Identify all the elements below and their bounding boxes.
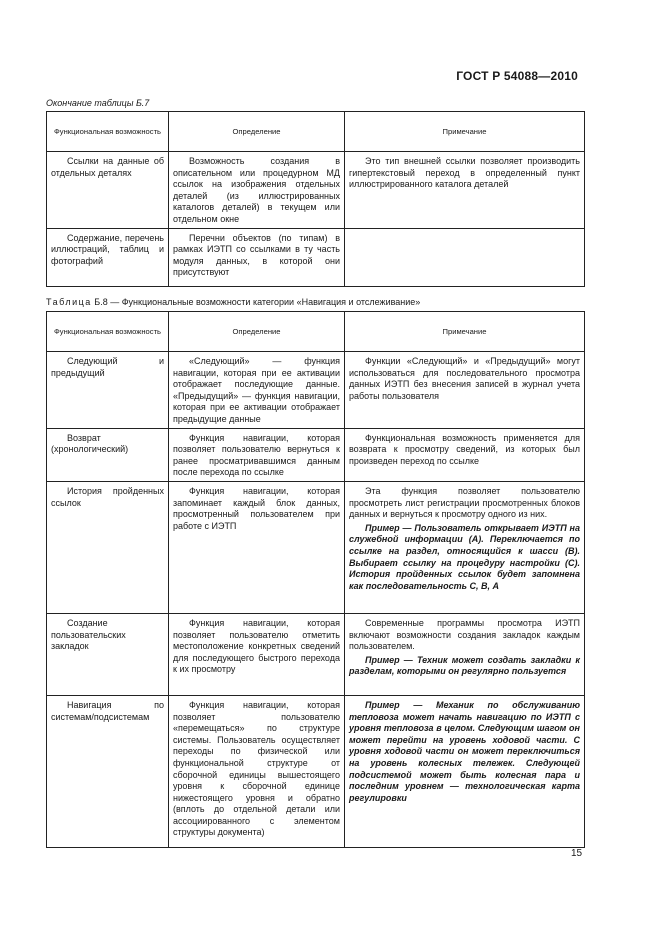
definition-cell: Перечни объектов (по типам) в рамках ИЭТП со ссылками в ту часть модуля данных, в которой они присутствуют (173, 232, 340, 278)
feature-cell: Возврат (хронологический) (51, 432, 129, 455)
table-b7-header-row (47, 112, 585, 152)
page-number: 15 (571, 848, 583, 859)
header-note: Примечание (345, 112, 585, 152)
table-b8-caption (46, 297, 420, 307)
table-b8-caption-text: Б.8 — Функциональные возможности категории «Навигация и отслеживание» (91, 297, 421, 307)
document-code: ГОСТ Р 54088—2010 (456, 69, 578, 83)
table-row (47, 695, 585, 847)
table-row (47, 613, 585, 695)
definition-cell: Функция навигации, которая позволяет пользователю «перемещаться» по структуре системы. Пользователь осуществляет переходы по физической или функциональной структуре от сборочной единицы вышестоящего уровня к сборочной единице нижестоящего уровня и обратно (вплоть до отдельной детали или ассоциированного с элементом структуры документа) (173, 699, 340, 838)
table-b8-caption-prefix: Таблица (46, 297, 92, 307)
definition-cell: Функция навигации, которая позволяет пользователю отметить местоположение конкретных сведений для последующего быстрого перехода к их просмотру (173, 617, 340, 675)
example-text: Пример — Пользователь открывает ИЭТП на служебной информации (А). Переключается по ссылке на раздел, относящийся к шасси (В). Выбирает ссылку на процедуру настройки (С). История пройденных ссылок будет запомнена как последовательность С, В, А (349, 522, 580, 591)
header-note: Примечание (345, 312, 585, 352)
table-b8-header-row (47, 312, 585, 352)
header-definition: Определение (169, 112, 345, 152)
definition-cell: Функция навигации, которая запоминает каждый блок данных, просмотренный пользователем при работе с ИЭТП (173, 485, 340, 531)
table-b8 (46, 311, 585, 848)
table-row (47, 152, 585, 229)
note-cell: Функции «Следующий» и «Предыдущий» могут использоваться для последовательного просмотра данных ИЭТП без внесения записей в журнал учета работы пользователя (349, 356, 580, 401)
table-b7 (46, 111, 585, 287)
table-row (47, 352, 585, 429)
table-row (47, 428, 585, 481)
note-cell: Эта функция позволяет пользователю просмотреть лист регистрации просмотренных блоков данных и вернуться к просмотру одного из них. (349, 485, 580, 520)
header-feature: Функциональная возможность (47, 312, 169, 352)
definition-cell: Функция навигации, которая позволяет пользователю вернуться к ранее просматривавшимся данным после перехода по ссылке (173, 432, 340, 478)
note-cell: Современные программы просмотра ИЭТП включают возможности создания закладок каждым пользователем. (349, 617, 580, 652)
table-row (47, 228, 585, 286)
note-cell: Это тип внешней ссылки позволяет производить гипертекстовый переход в определенный пункт иллюстрированного каталога деталей (349, 156, 580, 190)
header-definition: Определение (169, 312, 345, 352)
note-cell: Функциональная возможность применяется для возврата к просмотру сведений, из которых был произведен переход по ссылке (349, 432, 580, 466)
feature-cell: Содержание, перечень иллюстраций, таблиц и фотографий (51, 232, 164, 266)
feature-cell: Следующий и предыдущий (51, 356, 164, 378)
table-row (47, 481, 585, 613)
definition-cell: «Следующий» — функция навигации, которая при ее активации отображает последующие данные. «Предыдущий» — функция навигации, которая при ее активации отображает предыдущие данные (173, 356, 340, 424)
example-text: Пример — Механик по обслуживанию тепловоза может начать навигацию по ИЭТП с уровня тепловоза в целом. Следующим шагом он может перейти на уровень ходовой части. С уровня ходовой части он может переключиться на уровень колесных тележек. Следующей подсистемой может быть колесная пара и последним уровнем — технологическая карта регулировки (349, 699, 580, 803)
feature-cell: Создание пользовательских закладок (51, 617, 126, 652)
table-b7-caption: Окончание таблицы Б.7 (46, 98, 150, 108)
example-text: Пример — Техник может создать закладки к разделам, которыми он регулярно пользуется (349, 654, 580, 677)
definition-cell: Возможность создания в описательном или процедурном МД ссылок на изображения отдельных деталей (из иллюстрированных каталогов деталей) в текущем или отдельном окне (173, 156, 340, 224)
feature-cell: История пройденных ссылок (51, 485, 164, 508)
feature-cell: Ссылки на данные об отдельных деталях (51, 156, 164, 178)
header-feature: Функциональная возможность (47, 112, 169, 152)
feature-cell: Навигация по системам/подсистемам (51, 699, 164, 722)
